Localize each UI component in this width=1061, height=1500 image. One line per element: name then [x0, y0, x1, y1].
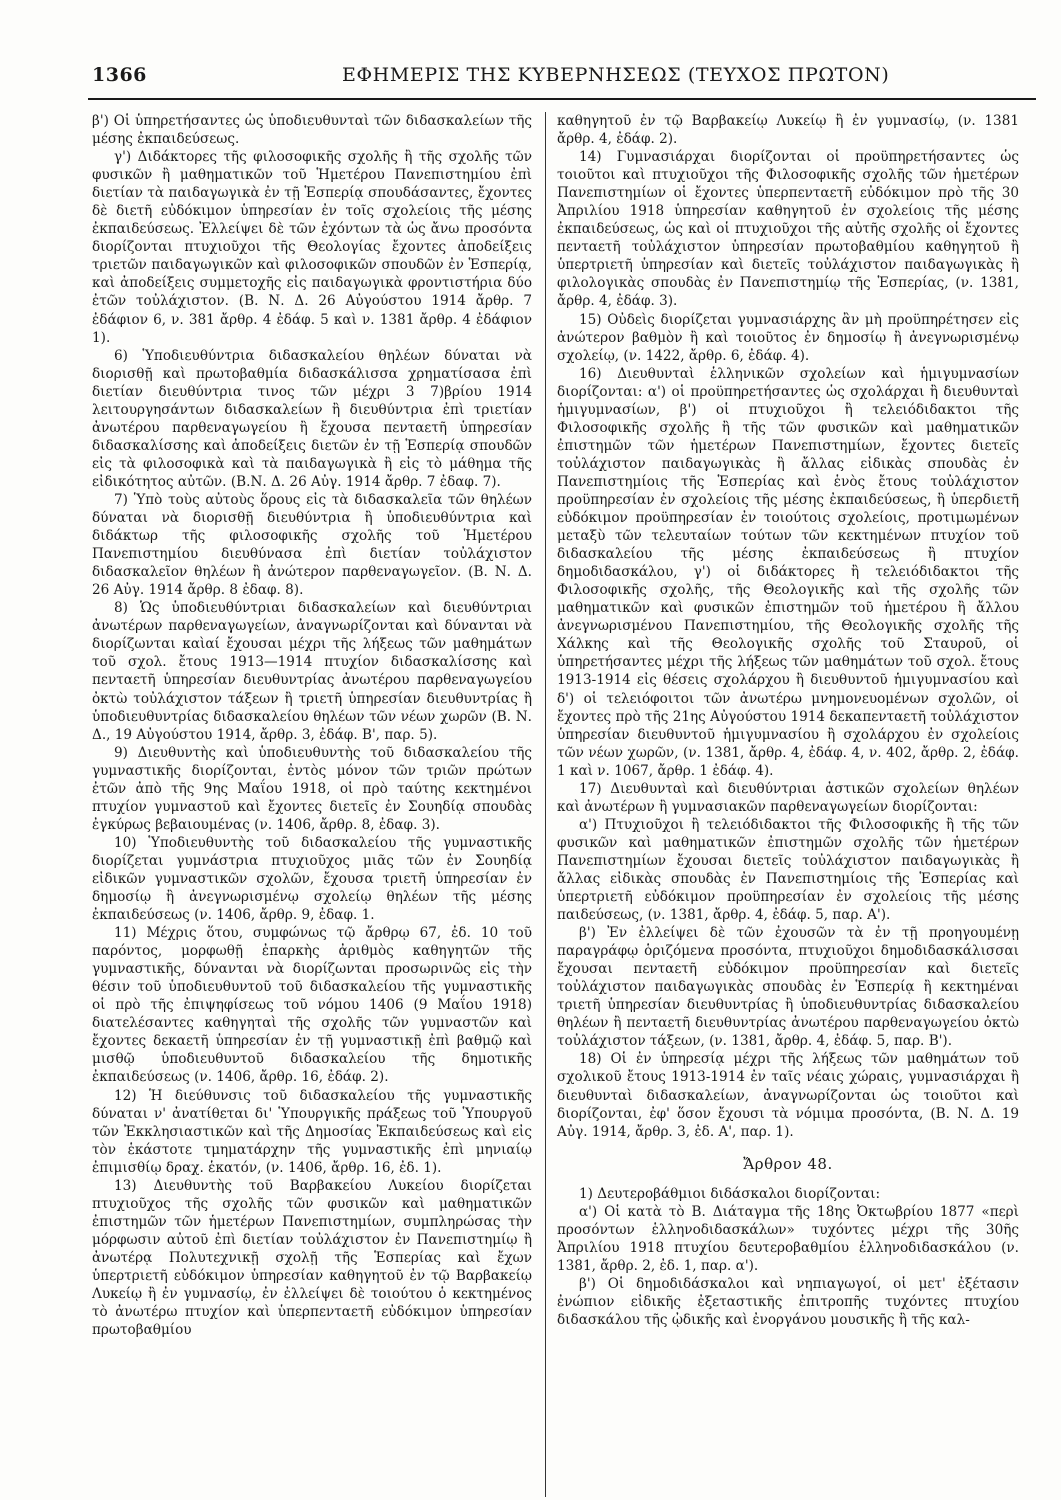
page-header: [92, 62, 1032, 94]
paragraph: 14) Γυμνασιάρχαι διορίζονται οἱ προϋπηρετήσαντες ὡς τοιοῦτοι καὶ πτυχιοῦχοι τῆς Φιλοσοφικῆς σχολῆς τῶν ἡμετέρων Πανεπιστημίων οἱ ἔχοντες ὑπερπενταετῆ εὐδόκιμον πρὸ τῆς 30 Ἀπριλίου 1918 ὑπηρεσίαν καθηγητοῦ ἐν σχολείοις τῆς μέσης ἐκπαιδεύσεως, ὡς καὶ οἱ πτυχιοῦχοι τῆς αὐτῆς σχολῆς οἱ ἔχοντες πενταετῆ τοὐλάχιστον ὑπηρεσίαν πρωτοβαθμίου καθηγητοῦ ἢ ὑπερτριετῆ ὑπηρεσίαν καὶ διετεῖς τοὐλάχιστον παιδαγωγικὰς ἢ φιλολογικὰς σπουδὰς ἐν Πανεπιστημίῳ τῆς Ἑσπερίας, (ν. 1381, ἄρθρ. 4, ἐδάφ. 3).: [557, 149, 1019, 310]
paragraph: β') Οἱ ὑπηρετήσαντες ὡς ὑποδιευθυνταὶ τῶν διδασκαλείων τῆς μέσης ἐκπαιδεύσεως.: [92, 113, 532, 148]
header-rule: [88, 98, 1036, 100]
paragraph: 6) Ὑποδιευθύντρια διδασκαλείου θηλέων δύναται νὰ διορισθῇ καὶ πρωτοβαθμία διδασκάλισσα χρηματίσασα ἐπὶ διετίαν διευθύντρια τινος τῶν μέχρι 3 7)βρίου 1914 λειτουργησάντων διδασκαλείων ἢ διευθύντρια ἐπὶ τριετίαν ἀνωτέρου παρθεναγωγείου ἢ ἔχουσα πενταετῆ ὑπηρεσίαν διδασκαλίσσης καὶ ἀποδείξεις διετῶν ἐν τῇ Ἑσπερίᾳ σπουδῶν εἰς τὰ φιλοσοφικὰ καὶ τὰ παιδαγωγικὰ ἢ εἰς τὸ μάθημα τῆς εἰδικότητος αὐτῶν. (Β.Ν. Δ. 26 Αὐγ. 1914 ἄρθρ. 7 ἐδαφ. 7).: [92, 347, 532, 490]
paragraph: 10) Ὑποδιευθυντὴς τοῦ διδασκαλείου τῆς γυμναστικῆς διορίζεται γυμνάστρια πτυχιοῦχος μιᾶς τῶν ἐν Σουηδίᾳ εἰδικῶν γυμναστικῶν σχολῶν, ἔχουσα τριετῆ ὑπηρεσίαν ἐν δημοσίῳ ἢ ἀνεγνωρισμένῳ σχολείῳ θηλέων τῆς μέσης ἐκπαιδεύσεως (ν. 1406, ἄρθρ. 9, ἐδαφ. 1.: [92, 834, 532, 924]
paragraph: γ') Διδάκτορες τῆς φιλοσοφικῆς σχολῆς ἢ τῆς σχολῆς τῶν φυσικῶν ἢ μαθηματικῶν τοῦ Ἡμετέρου Πανεπιστημίου ἐπὶ διετίαν τὰ παιδαγωγικὰ ἐν τῇ Ἑσπερίᾳ σπουδάσαντες, ἔχοντες δὲ διετῆ εὐδόκιμον ὑπηρεσίαν ἐν τοῖς σχολείοις τῆς μέσης ἐκπαιδεύσεως. Ἐλλείψει δὲ τῶν ἐχόντων τὰ ὡς ἄνω προσόντα διορίζονται πτυχιοῦχοι τῆς Θεολογίας ἔχοντες ἀποδείξεις τριετῶν παιδαγωγικῶν καὶ φιλοσοφικῶν σπουδῶν ἐν Ἑσπερίᾳ, καὶ ἀποδείξεις συμμετοχῆς εἰς παιδαγωγικὰ φροντιστήρια δύο ἐτῶν τοὐλάχιστον. (Β. Ν. Δ. 26 Αὐγούστου 1914 ἄρθρ. 7 ἐδάφιον 6, ν. 381 ἄρθρ. 4 ἐδάφ. 5 καὶ ν. 1381 ἄρθρ. 4 ἐδάφιον 1).: [92, 149, 532, 346]
paragraph: 1) Δευτεροβάθμιοι διδάσκαλοι διορίζονται:: [579, 1185, 881, 1202]
paragraph: 16) Διευθυνταὶ ἑλληνικῶν σχολείων καὶ ἡμιγυμνασίων διορίζονται: α') οἱ προϋπηρετήσαντες ὡς σχολάρχαι ἢ διευθυνταὶ ἡμιγυμνασίων, β') οἱ πτυχιοῦχοι ἢ τελειόδιδακτοι τῆς Φιλοσοφικῆς σχολῆς ἢ τῆς τῶν φυσικῶν καὶ μαθηματικῶν ἐπιστημῶν τῶν ἡμετέρων Πανεπιστημίων, ἔχοντες διετεῖς τοὐλάχιστον παιδαγωγικὰς ἢ ἄλλας εἰδικὰς σπουδὰς ἐν Πανεπιστημίοις τῆς Ἑσπερίας καὶ ἑνὸς ἔτους τοὐλάχιστον προϋπηρεσίαν ἐν σχολείοις τῆς μέσης ἐκπαιδεύσεως, ἢ ὑπερδιετῆ εὐδόκιμον προϋπηρεσίαν ἐν τοιούτοις σχολείοις, προτιμωμένων μεταξὺ τῶν τελευταίων τούτων τῶν κεκτημένων πτυχίον τοῦ διδασκαλείου τῆς μέσης ἐκπαιδεύσεως ἢ πτυχίον δημοδιδασκάλου, γ') οἱ διδάκτορες ἢ τελειόδιδακτοι τῆς Φιλοσοφικῆς σχολῆς, τῆς Θεολογικῆς καὶ τῆς σχολῆς τῶν μαθηματικῶν καὶ φυσικῶν ἐπιστημῶν τοῦ ἡμετέρου ἢ ἄλλου ἀνεγνωρισμένου Πανεπιστημίου, τῆς Θεολογικῆς σχολῆς τῆς Χάλκης καὶ τῆς Θεολογικῆς σχολῆς τοῦ Σταυροῦ, οἱ ὑπηρετήσαντες μέχρι τῆς λήξεως τῶν μαθημάτων τοῦ σχολ. ἔτους 1913-1914 εἰς θέσεις σχολάρχου ἢ διευθυντοῦ ἡμιγυμνασίου καὶ δ') οἱ τελειόφοιτοι τῶν ἀνωτέρω μνημονευομένων σχολῶν, οἱ ἔχοντες πρὸ τῆς 21ης Αὐγούστου 1914 δεκαπενταετῆ τοὐλάχιστον ὑπηρεσίαν διευθυντοῦ ἡμιγυμνασίου ἢ σχολάρχου ἐν σχολείοις τῶν νέων χωρῶν, (ν. 1381, ἄρθρ. 4, ἐδάφ. 4, ν. 402, ἄρθρ. 2, ἐδάφ. 1 καὶ ν. 1067, ἄρθρ. 1 ἐδάφ. 4).: [557, 365, 1019, 779]
paragraph: α') Οἱ κατὰ τὸ Β. Διάταγμα τῆς 18ης Ὀκτωβρίου 1877 «περὶ προσόντων ἑλληνοδιδασκάλων» τυχόντες μέχρι τῆς 30ῆς Ἀπριλίου 1918 πτυχίου δευτεροβαθμίου ἑλληνοδιδασκάλου (ν. 1381, ἄρθρ. 2, ἐδ. 1, παρ. α').: [557, 1203, 1019, 1274]
page-number: 1366: [92, 64, 147, 86]
paragraph: 18) Οἱ ἐν ὑπηρεσίᾳ μέχρι τῆς λήξεως τῶν μαθημάτων τοῦ σχολικοῦ ἔτους 1913-1914 ἐν ταῖς νέαις χώραις, γυμνασιάρχαι ἢ διευθυνταὶ διδασκαλείων, ἀναγνωρίζονται ὡς τοιοῦτοι καὶ διορίζονται, ἐφ' ὅσον ἔχουσι τὰ νόμιμα προσόντα, (Β. Ν. Δ. 19 Αὐγ. 1914, ἄρθρ. 3, ἐδ. Α', παρ. 1).: [557, 1051, 1019, 1140]
paragraph: 8) Ὡς ὑποδιευθύντριαι διδασκαλείων καὶ διευθύντριαι ἀνωτέρων παρθεναγωγείων, ἀναγνωρίζονται καὶ δύνανται νὰ διορίζωνται καὶαί ἔχουσαι μέχρι τῆς λήξεως τῶν μαθημάτων τοῦ σχολ. ἔτους 1913—1914 πτυχίον διδασκαλίσσης καὶ πενταετῆ ὑπηρεσίαν διευθυντρίας ἀνωτέρου παρθεναγωγείου ὀκτὼ τοὐλάχιστον τάξεων ἢ τριετῆ ὑπηρεσίαν διευθυντρίας ἢ ὑποδιευθυντρίας διδασκαλείου θηλέων τῶν νέων χωρῶν (Β. Ν. Δ., 19 Αὐγούστου 1914, ἄρθρ. 3, ἐδάφ. Β', παρ. 5).: [92, 600, 532, 743]
paragraph: 17) Διευθυνταὶ καὶ διευθύντριαι ἀστικῶν σχολείων θηλέων καὶ ἀνωτέρων ἢ γυμνασιακῶν παρθεναγωγείων διορίζονται:: [557, 780, 1019, 815]
running-title: ΕΦΗΜΕΡΙΣ ΤΗΣ ΚΥΒΕΡΝΗΣΕΩΣ (ΤΕΥΧΟΣ ΠΡΩΤΟΝ): [342, 64, 890, 86]
paragraph: β') Ἐν ἐλλείψει δὲ τῶν ἐχουσῶν τὰ ἐν τῇ προηγουμένῃ παραγράφῳ ὁριζόμενα προσόντα, πτυχιοῦχοι δημοδιδασκάλισσαι ἔχουσαι πενταετῆ εὐδόκιμον προϋπηρεσίαν καὶ διετεῖς τοὐλάχιστον παιδαγωγικὰς σπουδὰς ἐν Ἑσπερίᾳ ἢ κεκτημέναι τριετῆ ὑπηρεσίαν διευθυντρίας ἢ ὑποδιευθυντρίας διδασκαλείου θηλέων ἢ πενταετῆ διευθυντρίας ἀνωτέρου παρθεναγωγείου ὀκτὼ τοὐλάχιστον τάξεων, (ν. 1381, ἄρθρ. 4, ἐδάφ. 5, παρ. Β').: [557, 925, 1019, 1050]
paragraph: 13) Διευθυντὴς τοῦ Βαρβακείου Λυκείου διορίζεται πτυχιοῦχος τῆς σχολῆς τῶν φυσικῶν καὶ μαθηματικῶν ἐπιστημῶν τῶν ἡμετέρων Πανεπιστημίων, συμπληρώσας τὴν μόρφωσιν αὐτοῦ ἐπὶ διετίαν τοὐλάχιστον ἐν Πανεπιστημίῳ ἢ ἀνωτέρᾳ Πολυτεχνικῇ σχολῇ τῆς Ἑσπερίας καὶ ἔχων ὑπερτριετῆ εὐδόκιμον ὑπηρεσίαν καθηγητοῦ ἐν τῷ Βαρβακείῳ Λυκείῳ ἢ ἐν γυμνασίῳ, ἐν ἐλλείψει δὲ τοιούτου ὁ κεκτημένος τὸ ἀνωτέρω πτυχίον καὶ ὑπερπενταετῆ εὐδόκιμον ὑπηρεσίαν πρωτοβαθμίου: [92, 1177, 532, 1339]
paragraph: 9) Διευθυντὴς καὶ ὑποδιευθυντὴς τοῦ διδασκαλείου τῆς γυμναστικῆς διορίζονται, ἐντὸς μόνον τῶν τριῶν πρώτων ἐτῶν ἀπὸ τῆς 9ης Μαΐου 1918, οἱ πρὸ ταύτης κεκτημένοι πτυχίον γυμναστοῦ καὶ ἔχοντες διετεῖς ἐν Σουηδίᾳ σπουδὰς ἐγκύρως βεβαιουμένας (ν. 1406, ἄρθρ. 8, ἐδαφ. 3).: [92, 744, 532, 833]
paragraph: 7) Ὑπὸ τοὺς αὐτοὺς ὅρους εἰς τὰ διδασκαλεῖα τῶν θηλέων δύναται νὰ διορισθῇ διευθύντρια ἢ ὑποδιευθύντρια καὶ διδάκτωρ τῆς φιλοσοφικῆς σχολῆς τοῦ Ἡμετέρου Πανεπιστημίου διευθύνασα ἐπὶ διετίαν τοὐλάχιστον διδασκαλεῖον θηλέων ἢ ἀνώτερον παρθεναγωγεῖον. (Β. Ν. Δ. 26 Αὐγ. 1914 ἄρθρ. 8 ἐδαφ. 8).: [92, 491, 532, 599]
paragraph: 15) Οὐδεὶς διορίζεται γυμνασιάρχης ἂν μὴ προϋπηρέτησεν εἰς ἀνώτερον βαθμὸν ἢ καὶ τοιοῦτος ἐν δημοσίῳ ἢ ἀνεγνωρισμένῳ σχολείῳ, (ν. 1422, ἄρθρ. 6, ἐδάφ. 4).: [557, 311, 1019, 364]
column-divider: [545, 112, 546, 1497]
paragraph: 11) Μέχρις ὅτου, συμφώνως τῷ ἄρθρῳ 67, ἐδ. 10 τοῦ παρόντος, μορφωθῇ ἐπαρκὴς ἀριθμὸς καθηγητῶν τῆς γυμναστικῆς, δύνανται νὰ διορίζωνται προσωρινῶς εἰς τὴν θέσιν τοῦ ὑποδιευθυντοῦ τοῦ διδασκαλείου τῆς γυμναστικῆς οἱ πρὸ τῆς ἐπιψηφίσεως τοῦ νόμου 1406 (9 Μαΐου 1918) διατελέσαντες καθηγηταὶ τῆς σχολῆς τῶν γυμναστῶν καὶ ἔχοντες δεκαετῆ ὑπηρεσίαν ἐν τῇ γυμναστικῇ ἐπὶ βαθμῷ καὶ μισθῷ ὑποδιευθυντοῦ διδασκαλείου τῆς δημοτικῆς ἐκπαιδεύσεως (ν. 1406, ἄρθρ. 16, ἐδάφ. 2).: [92, 925, 532, 1086]
paragraph: β') Οἱ δημοδιδάσκαλοι καὶ νηπιαγωγοί, οἱ μετ' ἐξέτασιν ἐνώπιον εἰδικῆς ἐξεταστικῆς ἐπιτροπῆς τυχόντες πτυχίου διδασκάλου τῆς ᾠδικῆς καὶ ἐνοργάνου μουσικῆς ἢ τῆς καλ-: [557, 1275, 1019, 1329]
paragraph: 12) Ἡ διεύθυνσις τοῦ διδασκαλείου τῆς γυμναστικῆς δύναται ν' ἀνατίθεται δι' Ὑπουργικῆς πράξεως τοῦ Ὑπουργοῦ τῶν Ἐκκλησιαστικῶν καὶ τῆς Δημοσίας Ἐκπαιδεύσεως καὶ εἰς τὸν ἑκάστοτε τμηματάρχην τῆς γυμναστικῆς ἐπὶ μηνιαίῳ ἐπιμισθίῳ δραχ. ἑκατόν, (ν. 1406, ἄρθρ. 16, ἐδ. 1).: [92, 1087, 532, 1176]
right-column: [557, 112, 1019, 1329]
left-column: [92, 112, 532, 1339]
paragraph: καθηγητοῦ ἐν τῷ Βαρβακείῳ Λυκείῳ ἢ ἐν γυμνασίῳ, (ν. 1381 ἄρθρ. 4, ἐδάφ. 2).: [557, 113, 1019, 148]
paragraph: α') Πτυχιοῦχοι ἢ τελειόδιδακτοι τῆς Φιλοσοφικῆς ἢ τῆς τῶν φυσικῶν καὶ μαθηματικῶν ἐπιστημῶν σχολῆς τῶν ἡμετέρων Πανεπιστημίων ἔχουσαι διετεῖς τοὐλάχιστον παιδαγωγικὰς ἢ ἄλλας εἰδικὰς σπουδὰς ἐν Πανεπιστημίοις τῆς Ἑσπερίας καὶ ὑπερτριετῆ εὐδόκιμον προϋπηρεσίαν ἐν σχολείοις τῆς μέσης παιδεύσεως, (ν. 1381, ἄρθρ. 4, ἐδάφ. 5, παρ. Α').: [557, 816, 1019, 924]
article-heading: Ἄρθρον 48.: [743, 1154, 833, 1173]
